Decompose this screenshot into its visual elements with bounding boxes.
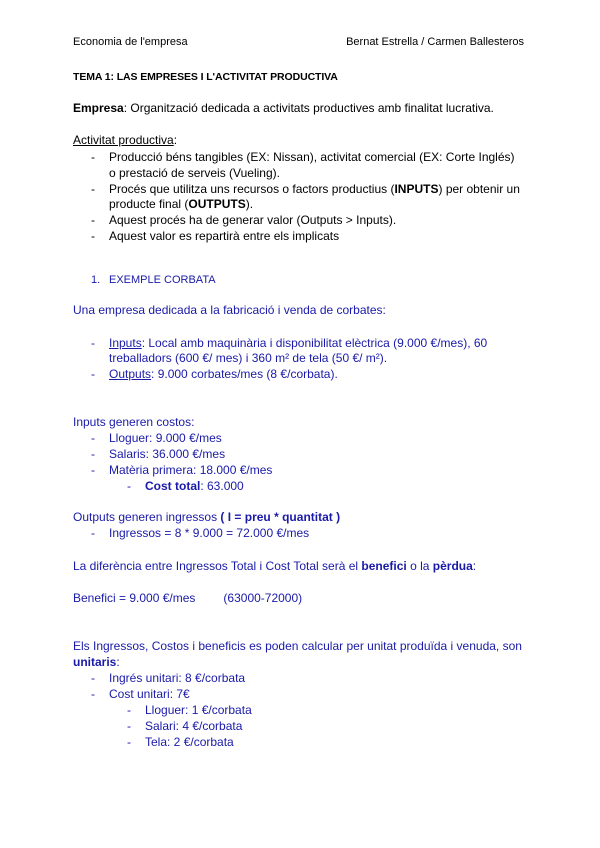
diferencia-text: La diferència entre Ingressos Total i Cost Total serà el benefici o la pèrdua: bbox=[73, 559, 477, 573]
list-item: Aquest valor es repartirà entre els implicats bbox=[109, 229, 340, 243]
list-item: Procés que utilitza uns recursos o factors productius (INPUTS) per obtenir un bbox=[109, 182, 520, 196]
list-bullet: - bbox=[91, 671, 95, 685]
list-bullet: - bbox=[91, 526, 95, 540]
exemple-title: EXEMPLE CORBATA bbox=[109, 274, 216, 286]
outputs-item: Outputs: 9.000 corbates/mes (8 €/corbata). bbox=[109, 367, 338, 381]
list-bullet: - bbox=[127, 479, 131, 493]
list-item: Matèria primera: 18.000 €/mes bbox=[109, 463, 273, 477]
sub-list-item: Tela: 2 €/corbata bbox=[145, 735, 234, 749]
list-bullet: - bbox=[91, 367, 95, 381]
list-bullet: - bbox=[91, 229, 95, 243]
list-bullet: - bbox=[91, 182, 95, 196]
list-bullet: - bbox=[91, 336, 95, 350]
sub-list-item: Salari: 4 €/corbata bbox=[145, 719, 243, 733]
list-bullet: - bbox=[127, 719, 131, 733]
list-bullet: - bbox=[91, 463, 95, 477]
empresa-term: Empresa bbox=[73, 101, 124, 115]
header-authors: Bernat Estrella / Carmen Ballesteros bbox=[346, 36, 524, 48]
list-item: Salaris: 36.000 €/mes bbox=[109, 447, 226, 461]
list-bullet: - bbox=[91, 447, 95, 461]
list-item: Lloguer: 9.000 €/mes bbox=[109, 431, 222, 445]
header-subject: Economia de l'empresa bbox=[73, 36, 188, 48]
list-item-cont: producte final (OUTPUTS). bbox=[109, 197, 254, 211]
exemple-number: 1. bbox=[91, 274, 101, 286]
benefici-line: Benefici = 9.000 €/mes (63000-72000) bbox=[73, 591, 303, 605]
empresa-definition-text: : Organització dedicada a activitats productives amb finalitat lucrativa. bbox=[123, 101, 494, 115]
list-item: Cost unitari: 7€ bbox=[109, 687, 190, 701]
empresa-definition bbox=[73, 101, 494, 115]
inputs-item: Inputs: Local amb maquinària i disponibilitat elèctrica (9.000 €/mes), 60 bbox=[109, 336, 488, 350]
activitat-heading-text: Activitat productiva bbox=[73, 133, 174, 147]
costos-heading: Inputs generen costos: bbox=[73, 415, 195, 429]
list-bullet: - bbox=[127, 735, 131, 749]
list-bullet: - bbox=[91, 150, 95, 164]
activitat-heading: Activitat productiva: bbox=[73, 133, 178, 147]
list-item: Aquest procés ha de generar valor (Outputs > Inputs). bbox=[109, 213, 397, 227]
list-bullet: - bbox=[91, 687, 95, 701]
sub-list-item: Lloguer: 1 €/corbata bbox=[145, 703, 252, 717]
ingressos-item: Ingressos = 8 * 9.000 = 72.000 €/mes bbox=[109, 526, 310, 540]
ingressos-heading: Outputs generen ingressos ( I = preu * quantitat ) bbox=[73, 510, 341, 524]
unitaris-text-cont: unitaris: bbox=[73, 655, 120, 669]
section-title: TEMA 1: LAS EMPRESES I L'ACTIVITAT PRODUCTIVA bbox=[73, 71, 338, 83]
exemple-intro: Una empresa dedicada a la fabricació i venda de corbates: bbox=[73, 303, 386, 317]
list-item: Ingrés unitari: 8 €/corbata bbox=[109, 671, 246, 685]
list-item: Producció béns tangibles (EX: Nissan), activitat comercial (EX: Corte Inglés) bbox=[109, 150, 515, 164]
cost-total: Cost total: 63.000 bbox=[145, 479, 244, 493]
list-bullet: - bbox=[91, 431, 95, 445]
list-item-cont: o prestació de serveis (Vueling). bbox=[109, 166, 280, 180]
list-bullet: - bbox=[91, 213, 95, 227]
inputs-item-cont: treballadors (600 €/ mes) i 360 m² de tela (50 €/ m²). bbox=[109, 351, 388, 365]
unitaris-text: Els Ingressos, Costos i beneficis es poden calcular per unitat produïda i venuda, son bbox=[73, 639, 522, 653]
list-bullet: - bbox=[127, 703, 131, 717]
